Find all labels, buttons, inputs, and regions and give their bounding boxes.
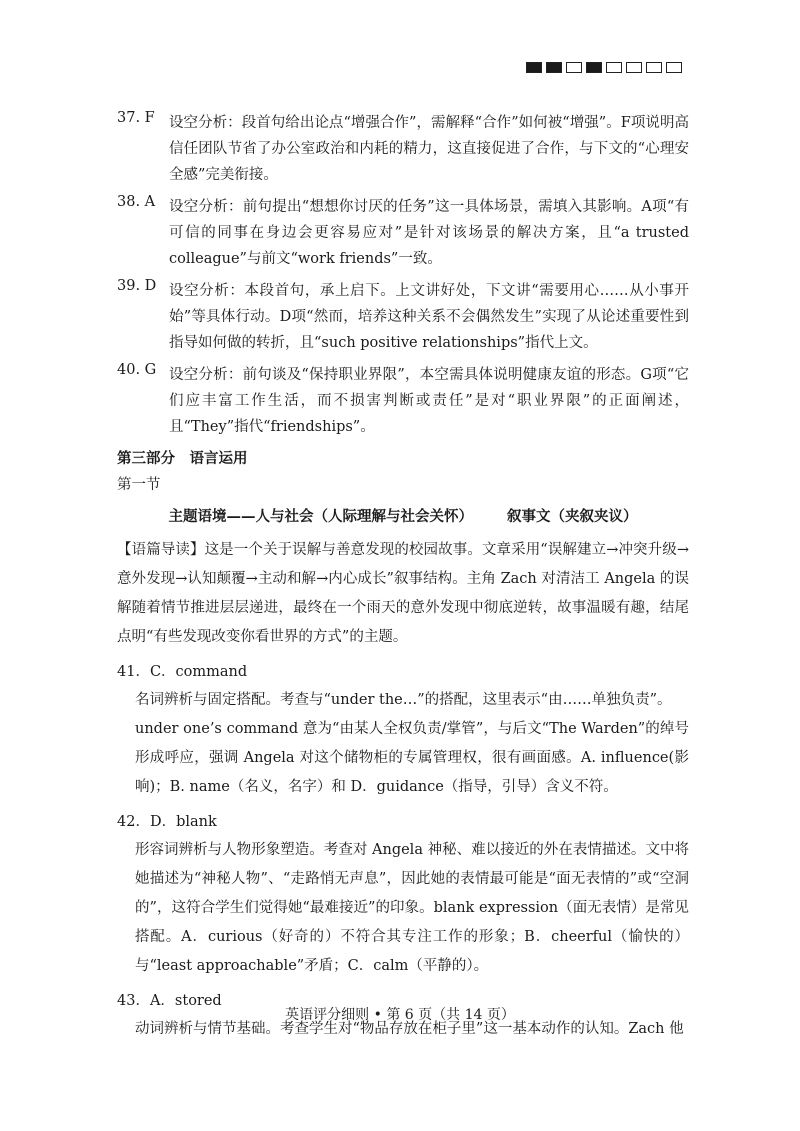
theme-left: 主题语境——人与社会（人际理解与社会关怀） [168, 508, 473, 525]
answer-analysis: 设空分析：前句提出“想想你讨厌的任务”这一具体场景，需填入其影响。A项“有可信的同事在身边会更容易应对”是针对该场景的解决方案，且“a trusted colleague”与前文“work friends”一致。 [169, 199, 689, 267]
empty-square-mark [606, 62, 622, 73]
answer-head: 41．C．command [117, 664, 248, 680]
answer-number: 39. D [117, 278, 157, 294]
passage-guide: 【语篇导读】这是一个关于误解与善意发现的校园故事。文章采用“误解建立→冲突升级→意外发现→认知颠覆→主动和解→内心成长”叙事结构。主角 Zach 对清洁工 Angela 的误解随着情节推进层层递进，最终在一个雨天的意外发现中彻底逆转，故事温暖有趣，结尾点明“有些发现改变你看世界的方式”的主题。 [117, 542, 689, 645]
answer-explanation: 形容词辨析与人物形象塑造。考查对 Angela 神秘、难以接近的外在表情描述。文中将她描述为“神秘人物”、“走路悄无声息”，因此她的表情最可能是“面无表情的”或“空洞的”，这符合学生们觉得她“最难接近”的印象。blank expression（面无表情）是常见搭配。A．curious（好奇的）不符合其专注工作的形象；B．cheerful（愉快的）与“least approachable”矛盾；C．calm（平静的）。 [135, 842, 689, 974]
empty-square-mark [666, 62, 682, 73]
answer-40 [117, 362, 689, 440]
answer-head: 43．A．stored [117, 993, 222, 1009]
answer-analysis: 设空分析：本段首句，承上启下。上文讲好处，下文讲“需要用心……从小事开始”等具体行动。D项“然而，培养这种关系不会偶然发生”实现了从论述重要性到指导如何做的转折，且“such positive relationships”指代上文。 [169, 283, 689, 351]
empty-square-mark [566, 62, 582, 73]
answer-38 [117, 194, 689, 272]
page-footer: 英语评分细则 • 第 6 页（共 14 页） [285, 1007, 515, 1023]
answer-explanation: under one’s command 意为“由某人全权负责/掌管”，与后文“The Warden”的绰号形成呼应，强调 Angela 对这个储物柜的专属管理权，很有画面感。A. influence(影响)；B. name（名义，名字）和 D．guidance（指导，引导）含义不符。 [135, 721, 689, 795]
subsection-title: 第一节 [117, 477, 161, 493]
section-title: 第三部分 语言运用 [117, 450, 248, 467]
answer-41 [117, 658, 689, 802]
filled-square-mark [586, 62, 602, 73]
answer-number: 38. A [117, 194, 156, 210]
filled-square-mark [546, 62, 562, 73]
answer-number: 40. G [117, 362, 157, 378]
answer-analysis: 设空分析：前句谈及“保持职业界限”，本空需具体说明健康友谊的形态。G项“它们应丰富工作生活，而不损害判断或责任”是对“职业界限”的正面阐述，且“They”指代“friendships”。 [169, 367, 689, 435]
theme-right: 叙事文（夹叙夹议） [507, 508, 638, 525]
filled-square-mark [526, 62, 542, 73]
answer-number: 37. F [117, 110, 155, 126]
empty-square-mark [646, 62, 662, 73]
answer-37 [117, 110, 689, 188]
answer-analysis: 设空分析：段首句给出论点“增强合作”，需解释“合作”如何被“增强”。F项说明高信任团队节省了办公室政治和内耗的精力，这直接促进了合作，与下文的“心理安全感”完美衔接。 [169, 115, 689, 183]
answer-head: 42．D．blank [117, 814, 217, 830]
theme-context [117, 502, 689, 532]
empty-square-mark [626, 62, 642, 73]
answer-explanation: 名词辨析与固定搭配。考查与“under the…”的搭配，这里表示“由……单独负责”。 [135, 692, 672, 708]
answer-39 [117, 278, 689, 356]
answer-explanation: 动词辨析与情节基础。考查学生对“物品存放在柜子里”这一基本动作的认知。Zach 他 [135, 1021, 684, 1037]
page-marker-squares [526, 62, 682, 73]
answer-42 [117, 808, 689, 981]
page-content [117, 110, 689, 1044]
